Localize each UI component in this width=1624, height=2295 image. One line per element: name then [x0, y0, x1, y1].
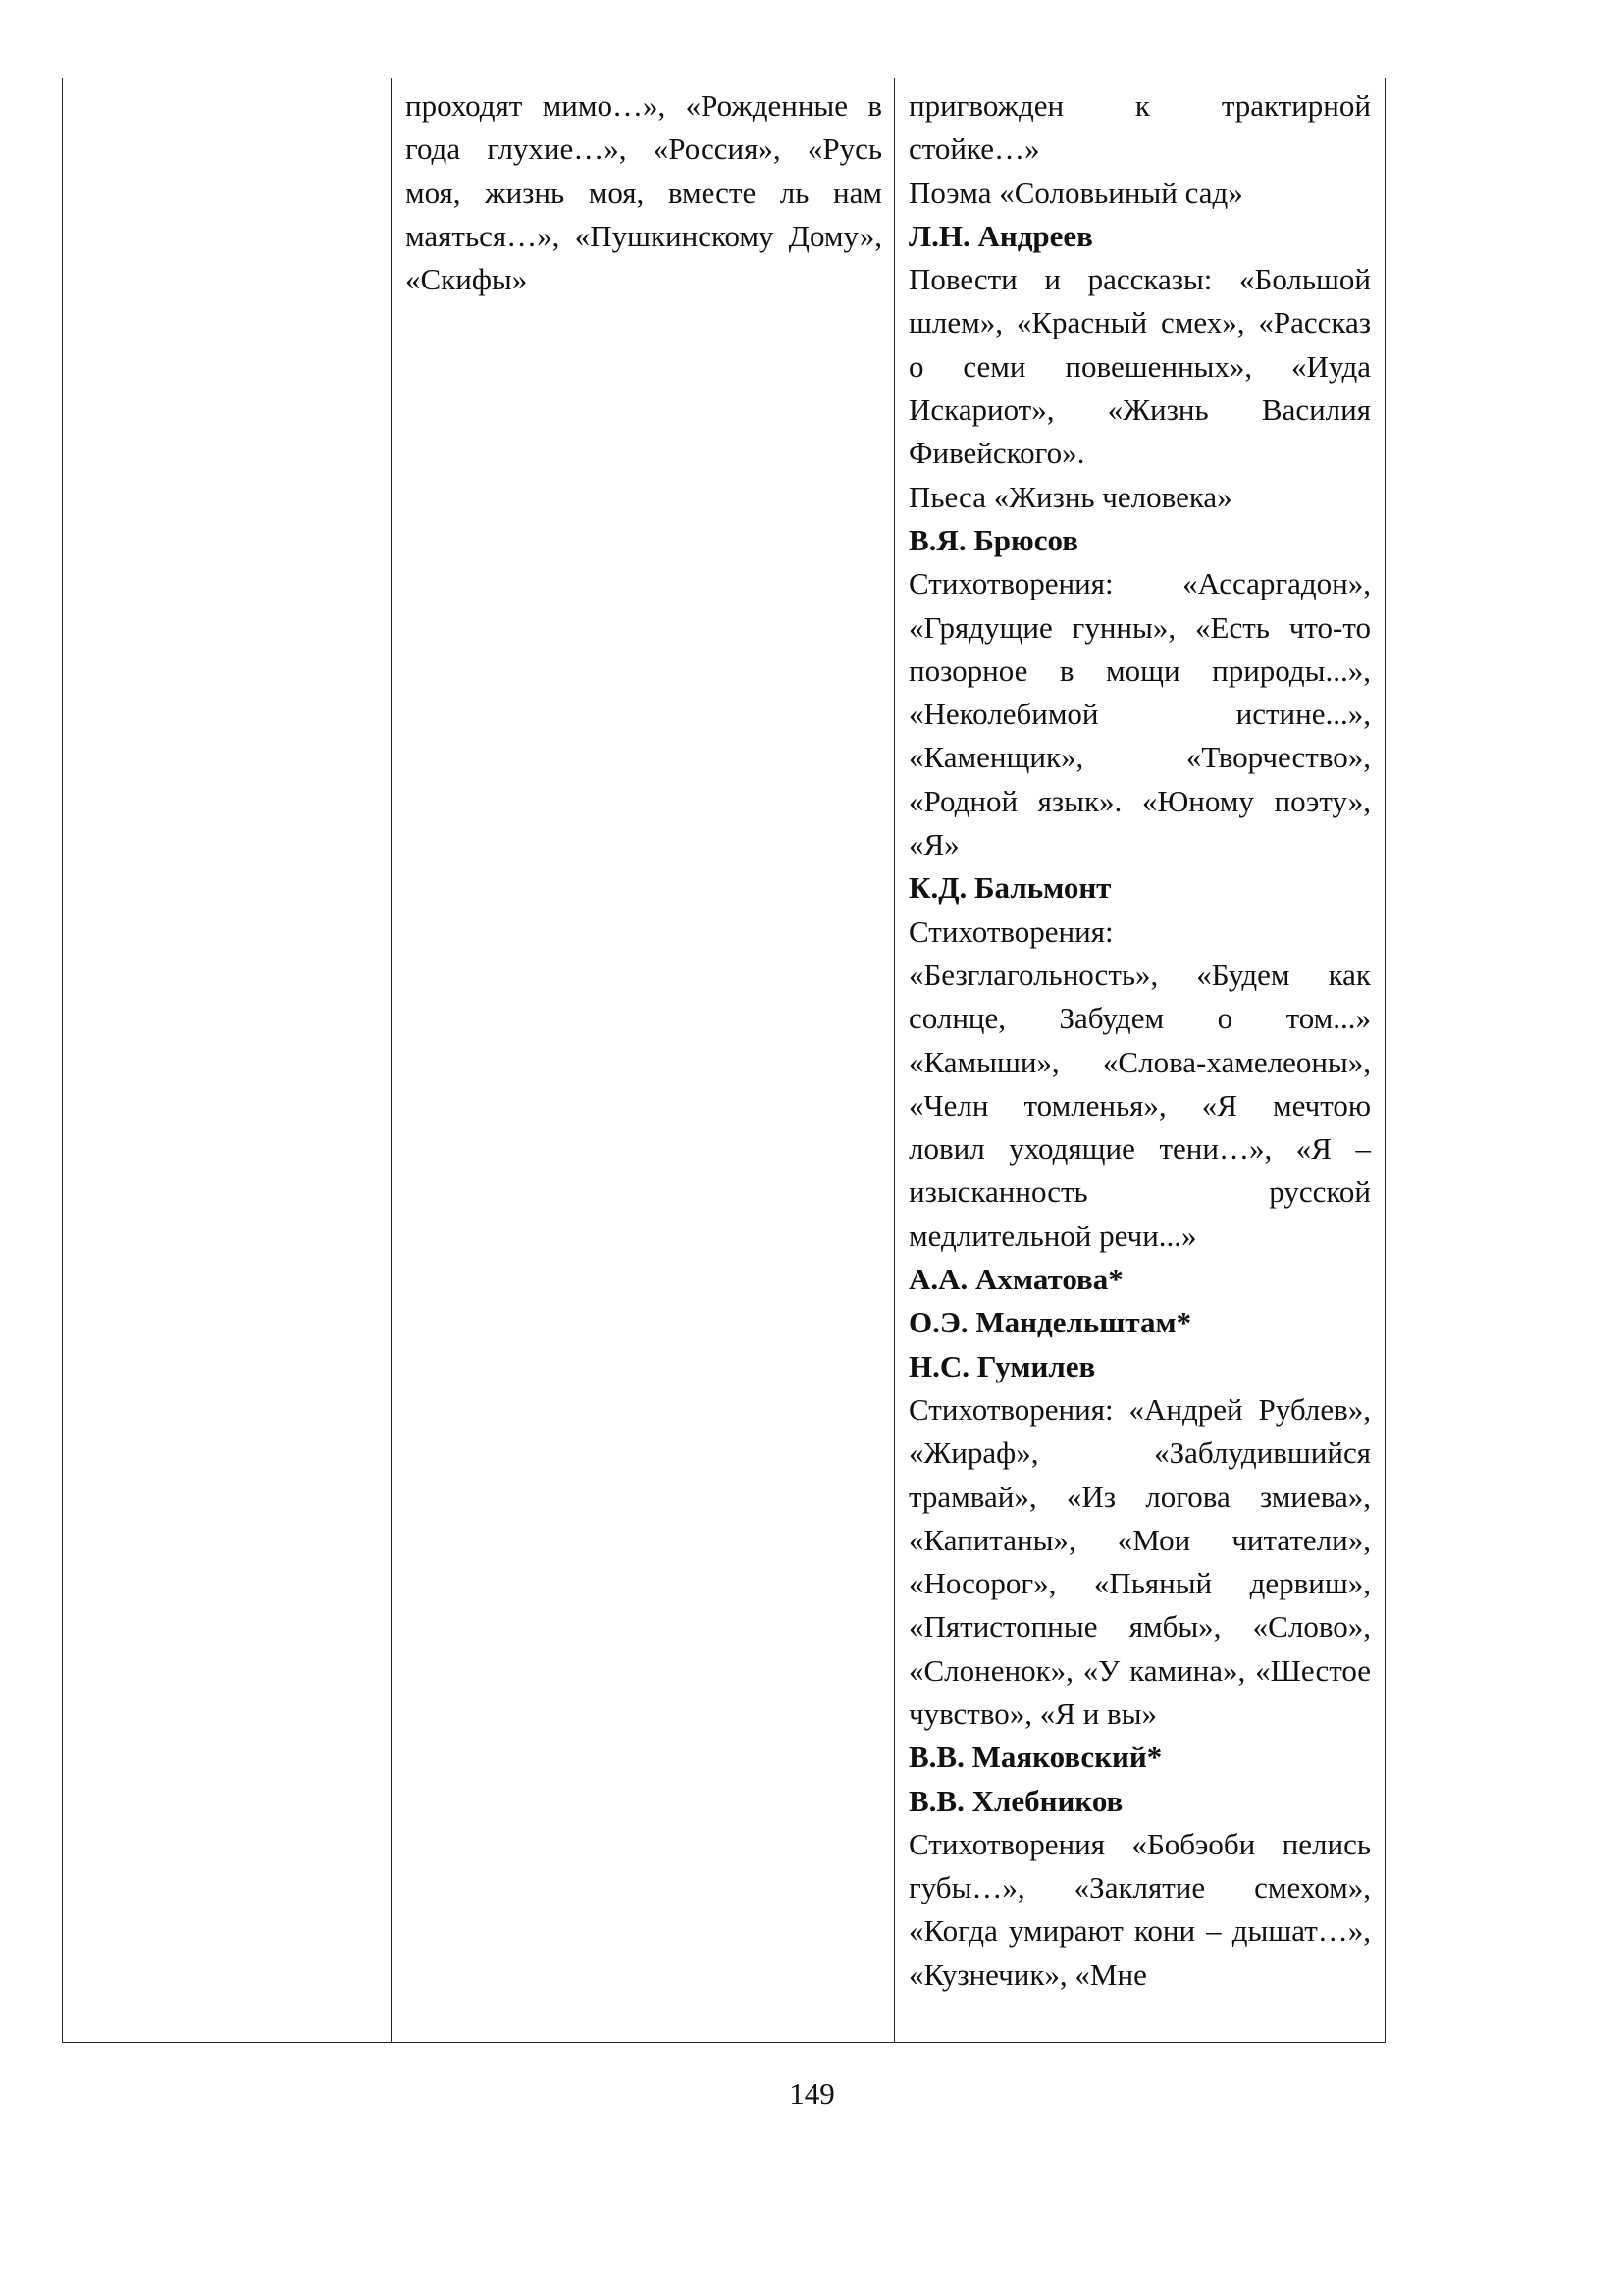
- table-cell-works-list: [392, 78, 895, 2043]
- author-heading: В.В. Хлебников: [909, 1783, 1124, 1818]
- col3-line: Поэма «Соловьиный сад»: [909, 175, 1243, 210]
- col3-line: Стихотворения «Бобэоби пелись губы…», «Заклятие смехом», «Когда умирают кони – дышат…», «Кузнечик», «Мне: [909, 1826, 1371, 1992]
- cell-text-col2: проходят мимо…», «Рожденные в года глухие…», «Россия», «Русь моя, жизнь моя, вместе ль нам маяться…», «Пушкинскому Дому», «Скифы»: [405, 88, 882, 297]
- author-heading: О.Э. Мандельштам*: [909, 1305, 1192, 1340]
- author-heading: Л.Н. Андреев: [909, 218, 1093, 253]
- table-row: [63, 78, 1386, 2043]
- col3-line: Пьеса «Жизнь человека»: [909, 479, 1232, 514]
- author-heading: А.А. Ахматова*: [909, 1262, 1124, 1297]
- col3-line: «Безглагольность», «Будем как солнце, Забудем о том...» «Камыши», «Слова-хамелеоны», «Челн томленья», «Я мечтою ловил уходящие тени…», «Я – изысканность русской медлительной речи...»: [909, 957, 1371, 1253]
- col3-line: Повести и рассказы: «Большой шлем», «Красный смех», «Рассказ о семи повешенных», «Иуда Искариот», «Жизнь Василия Фивейского».: [909, 262, 1371, 471]
- author-heading: В.В. Маяковский*: [909, 1740, 1163, 1775]
- col3-line: пригвожден к трактирной стойке…»: [909, 88, 1371, 167]
- col3-line: Стихотворения: «Ассаргадон», «Грядущие гунны», «Есть что-то позорное в мощи природы...», «Неколебимой истине...», «Каменщик», «Творчество», «Родной язык». «Юному поэту», «Я»: [909, 566, 1371, 862]
- author-heading: Н.С. Гумилев: [909, 1348, 1096, 1383]
- table-cell-authors-works: [895, 78, 1386, 2043]
- author-heading: К.Д. Бальмонт: [909, 870, 1112, 906]
- author-heading: В.Я. Брюсов: [909, 522, 1078, 557]
- col3-line: Стихотворения: «Андрей Рублев», «Жираф», «Заблудившийся трамвай», «Из логова змиева», «Капитаны», «Мои читатели», «Носорог», «Пьяный дервиш», «Пятистопные ямбы», «Слово», «Слоненок», «У камина», «Шестое чувство», «Я и вы»: [909, 1391, 1371, 1731]
- cell-text-col3: [895, 78, 1385, 1997]
- literature-table: [62, 78, 1386, 2043]
- col3-line: Стихотворения:: [909, 913, 1114, 949]
- page-number: 149: [789, 2076, 835, 2111]
- table-cell-empty: [63, 78, 392, 2043]
